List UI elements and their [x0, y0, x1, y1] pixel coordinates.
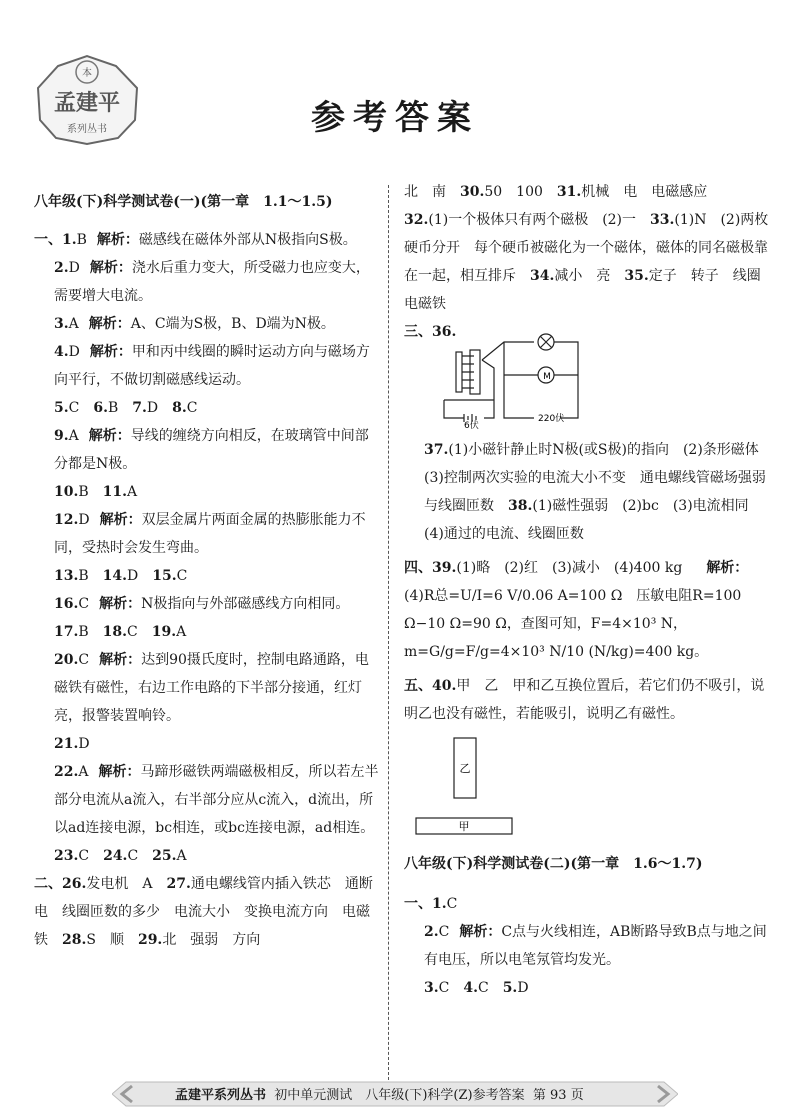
answer-q23-25: 23.C 24.C 25.A: [54, 848, 187, 864]
page-footer: [0, 1080, 790, 1108]
svg-text:M: M: [543, 372, 551, 382]
svg-text:乙: 乙: [459, 762, 471, 775]
svg-text:孟建平: 孟建平: [53, 90, 121, 116]
relay-circuit-diagram: [434, 320, 584, 430]
answer-q30-31: 北 南 30.50 100 31.机械 电 电磁感应: [404, 184, 708, 200]
answer-q36: 三、36.: [404, 324, 457, 340]
answer-q4: 4.D 解析：甲和丙中线圈的瞬时运动方向与磁场方向平行，不做切割磁感线运动。: [54, 344, 370, 388]
answer-q21: 21.D: [54, 736, 90, 752]
answer-q26-29: 二、26.发电机 A 27.通电螺线管内插入铁芯 通断电 线圈匝数的多少 电流大小 变换电流方向 电磁铁 28.S 顺 29.北 强弱 方向: [34, 876, 373, 948]
answer-s2-q1: 一、1.C: [404, 896, 458, 912]
magnet-diagram: [414, 734, 514, 844]
answer-q12: 12.D 解析：双层金属片两面金属的热膨胀能力不同，受热时会发生弯曲。: [54, 512, 366, 556]
answer-q13-15: 13.B 14.D 15.C: [54, 568, 188, 584]
answer-q2: 2.D 解析：浇水后重力变大，所受磁力也应变大，需要增大电流。: [54, 260, 370, 304]
left-column: [34, 192, 380, 954]
answer-q20: 20.C 解析：达到90摄氏度时，控制电路通路，电磁铁有磁性，右边工作电路的下半部分接通，红灯亮，报警装置响铃。: [54, 652, 369, 724]
answer-q9: 9.A 解析：导线的缠绕方向相反，在玻璃管中间部分都是N极。: [54, 428, 369, 472]
svg-text:220伏: 220伏: [538, 414, 565, 424]
answer-s2-q3-5: 3.C 4.C 5.D: [424, 980, 529, 996]
section-title-test-1: 八年级(下)科学测试卷(一)(第一章 1.1～1.5): [34, 194, 333, 210]
page-title: 参考答案: [311, 98, 479, 138]
answer-q40: 五、40.甲 乙 甲和乙互换位置后，若它们仍不吸引，说明乙也没有磁性，若能吸引，说明乙有磁性。: [404, 678, 765, 722]
svg-text:本: 本: [82, 68, 92, 79]
answer-q16: 16.C 解析：N极指向与外部磁感线方向相同。: [54, 596, 350, 612]
footer-text: 孟建平系列丛书 初中单元测试 八年级(下)科学(Z)参考答案 第 93 页: [175, 1088, 584, 1103]
answer-q3: 3.A 解析：A、C端为S极，B、D端为N极。: [54, 316, 335, 332]
answer-q22: 22.A 解析：马蹄形磁铁两端磁极相反，所以若左半部分电流从a流入，右半部分应从c流入，d流出，所以ad连接电源，bc相连，或bc连接电源，ad相连。: [54, 764, 379, 836]
svg-text:甲: 甲: [458, 820, 470, 833]
answer-q17-19: 17.B 18.C 19.A: [54, 624, 187, 640]
right-column: [404, 178, 774, 1002]
answer-q32-35: 32.(1)一个极体只有两个磁极 (2)一 33.(1)N (2)两枚硬币分开 每个硬币被磁化为一个磁体，磁体的同名磁极靠在一起，相互排斥 34.减小 亮 35.定子 转子 线圈 电磁铁: [404, 212, 775, 312]
answer-q37-38: 37.(1)小磁针静止时N极(或S极)的指向 (2)条形磁体 (3)控制两次实验的电流大小不变 通电螺线管磁场强弱与线圈匝数 38.(1)磁性强弱 (2)bc (3)电流相同 (4)通过的电流、线圈匝数: [424, 442, 773, 542]
page-number: 93: [550, 1088, 567, 1103]
answer-q5-8: 5.C 6.B 7.D 8.C: [54, 400, 198, 416]
svg-text:系列丛书: 系列丛书: [67, 124, 107, 135]
column-divider: [388, 185, 389, 1085]
svg-text:6伏: 6伏: [464, 421, 479, 430]
answer-q1: 一、1.B 解析：磁感线在磁体外部从N极指向S极。: [34, 232, 357, 248]
section-title-test-2: 八年级(下)科学测试卷(二)(第一章 1.6～1.7): [404, 856, 703, 872]
answer-s2-q2: 2.C 解析：C点与火线相连，AB断路导致B点与地之间有电压，所以电笔氖管均发光。: [424, 924, 767, 968]
answer-q39: 四、39.(1)略 (2)红 (3)减小 (4)400 kg 解析：(4)R总=U/I=6 V/0.06 A=100 Ω 压敏电阻R=100 Ω−10 Ω=90 Ω，查图可知，F=4×10³ N，m=G/g=F/g=4×10³ N/10 (N/kg)=400 kg。: [404, 560, 749, 660]
answer-q10-11: 10.B 11.A: [54, 484, 138, 500]
